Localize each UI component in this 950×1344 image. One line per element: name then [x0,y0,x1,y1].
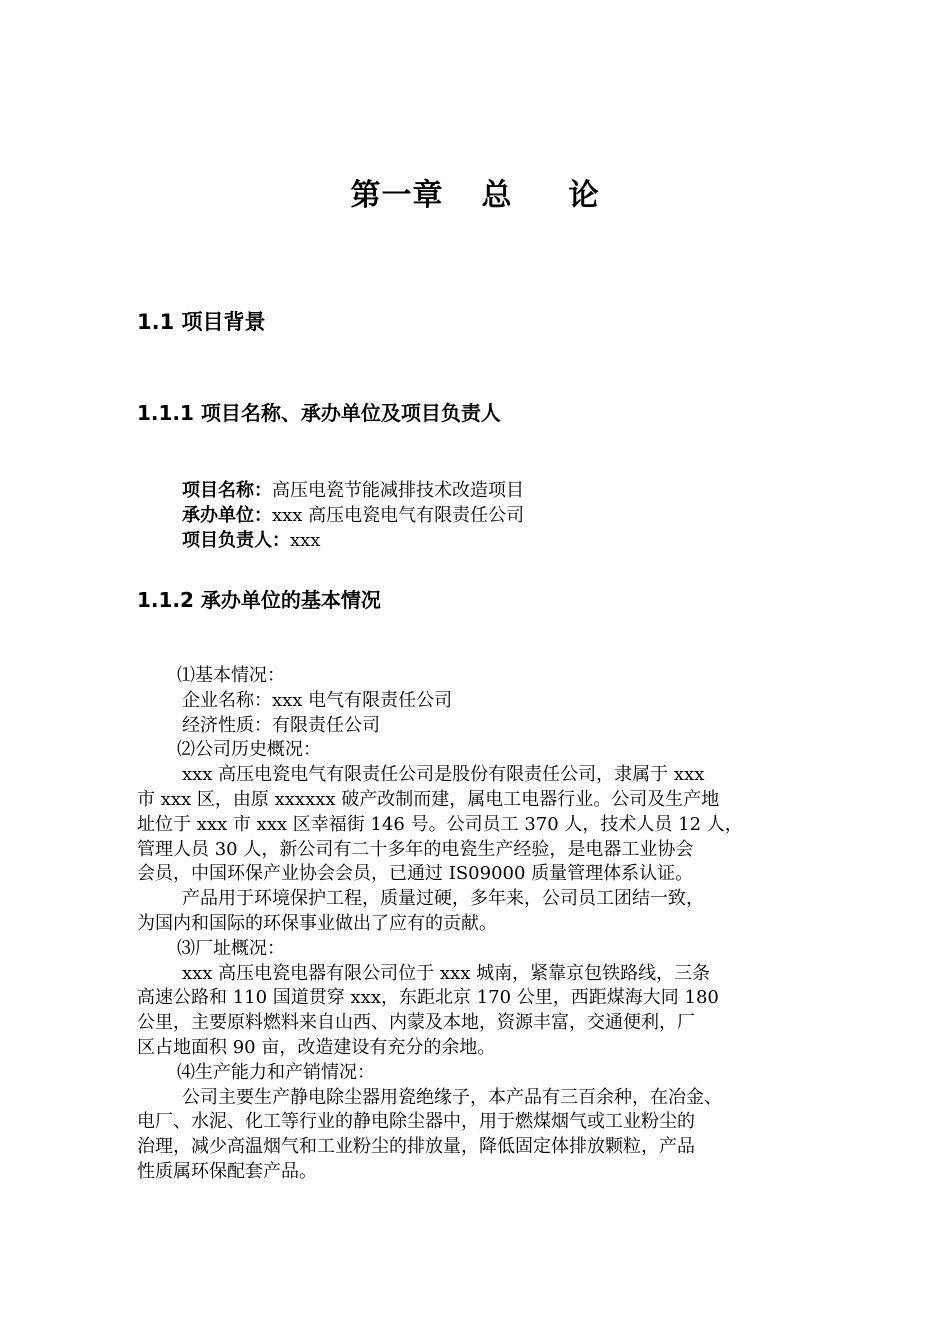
text-line: ⑴基本情况： [177,665,285,686]
project-leader-line [182,528,524,553]
sponsor-unit-label: 承办单位： [182,505,272,526]
project-name-label: 项目名称： [182,480,272,501]
section-heading-1-1-2: 1.1.2 承办单位的基本情况 [137,588,381,612]
project-leader-label: 项目负责人： [182,530,290,551]
text-line: 治理，减少高温烟气和工业粉尘的排放量，降低固定体排放颗粒，产品 [137,1136,695,1158]
text-line: 经济性质：有限责任公司 [182,714,380,736]
text-line: ⑷生产能力和产销情况： [177,1061,375,1083]
project-name-line [182,478,524,503]
text-line: 电厂、水泥、化工等行业的静电除尘器中，用于燃煤烟气或工业粉尘的 [137,1111,695,1133]
text-line: 管理人员 30 人，新公司有二十多年的电瓷生产经验，是电器工业协会 [137,838,694,860]
text-line: 址位于 xxx 市 xxx 区幸福街 146 号。公司员工 370 人，技术人员 12 人， [137,813,743,835]
text-line: 区占地面积 90 亩，改造建设有充分的余地。 [137,1036,496,1058]
company-overview-text [137,664,837,1185]
text-line: xxx 高压电瓷电器有限公司位于 xxx 城南，紧靠京包铁路线，三条 [182,962,711,984]
project-name-value: 高压电瓷节能减排技术改造项目 [272,480,524,501]
text-line: xxx 高压电瓷电气有限责任公司是股份有限责任公司，隶属于 xxx [182,764,705,786]
text-line: 产品用于环境保护工程，质量过硬，多年来，公司员工团结一致， [182,888,704,910]
chapter-title [0,170,950,214]
text-line: 公司主要生产静电除尘器用瓷绝缘子，本产品有三百余种，在冶金、 [182,1086,722,1108]
chapter-word-1: 总 [481,178,513,213]
section-heading-1-1-1: 1.1.1 项目名称、承办单位及项目负责人 [137,401,501,425]
chapter-number: 第一章 [350,178,444,213]
text-line: 性质属环保配套产品。 [137,1160,317,1182]
chapter-word-2: 论 [568,178,600,213]
project-info [182,478,524,553]
project-leader-value: xxx [290,530,321,551]
text-line: 市 xxx 区，由原 xxxxxx 破产改制而建，属电工电器行业。公司及生产地 [137,788,720,810]
text-line: 高速公路和 110 国道贯穿 xxx，东距北京 170 公里，西距煤海大同 180 [137,987,719,1009]
section-heading-1-1: 1.1 项目背景 [137,310,266,334]
text-line: 为国内和国际的环保事业做出了应有的贡献。 [137,912,497,934]
text-line: 会员，中国环保产业协会会员，已通过 IS09000 质量管理体系认证。 [137,863,694,885]
sponsor-unit-value: xxx 高压电瓷电气有限责任公司 [272,505,525,526]
text-line: ⑶厂址概况： [177,937,285,959]
sponsor-unit-line [182,503,524,528]
text-line: ⑵公司历史概况： [177,739,321,761]
text-line: 企业名称：xxx 电气有限责任公司 [182,689,453,711]
text-line: 公里，主要原料燃料来自山西、内蒙及本地，资源丰富，交通便利，厂 [137,1012,695,1034]
